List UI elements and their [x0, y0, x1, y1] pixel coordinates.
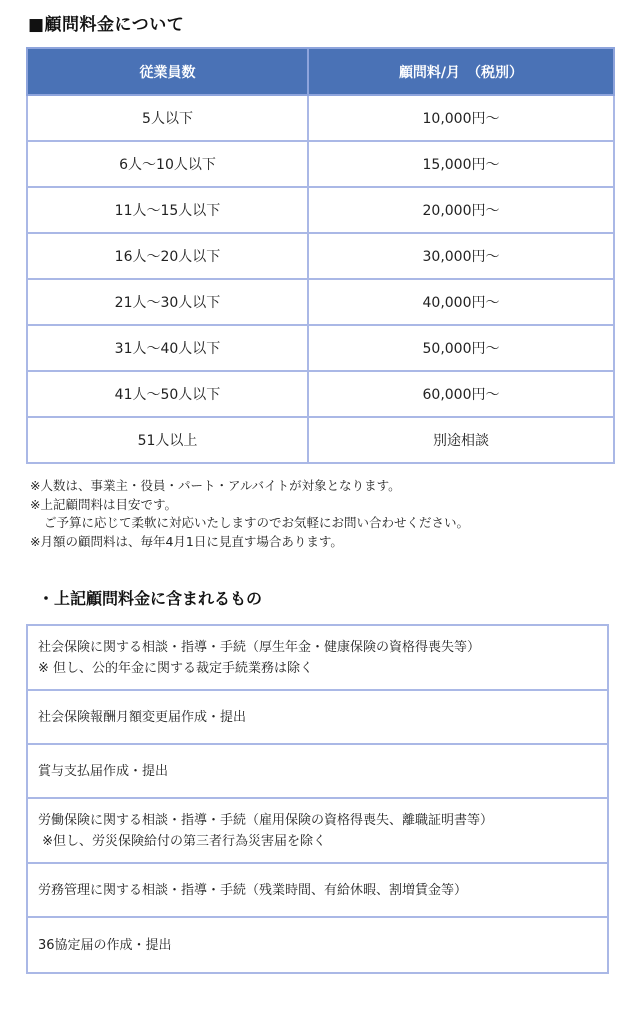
- fee-cell: 別途相談: [308, 417, 614, 463]
- list-item-text: 賞与支払届作成・提出: [38, 763, 169, 779]
- included-services-title: ・上記顧問料金に含まれるもの: [38, 589, 263, 608]
- note-line: ※月額の顧問料は、毎年4月1日に見直す場合あります。: [30, 533, 343, 549]
- list-item-note: ※但し、労災保険給付の第三者行為災害届を除く: [38, 833, 327, 849]
- list-item-text: 36協定届の作成・提出: [38, 937, 172, 953]
- note-line: ※人数は、事業主・役員・パート・アルバイトが対象となります。: [30, 478, 401, 493]
- employee-count-cell: 41人～50人以下: [27, 371, 308, 417]
- page-title: ■顧問料金について: [28, 15, 185, 35]
- employee-count-cell: 5人以下: [27, 95, 308, 141]
- employee-count-cell: 11人～15人以下: [27, 187, 308, 233]
- table-row: [27, 325, 614, 371]
- employee-count-cell: 51人以上: [27, 417, 308, 463]
- list-item: [28, 691, 607, 745]
- fee-cell: 10,000円～: [308, 95, 614, 141]
- list-item: [28, 626, 607, 691]
- fee-cell: 60,000円～: [308, 371, 614, 417]
- table-row: [27, 233, 614, 279]
- included-services-list: [26, 624, 609, 974]
- header-employee-count: 従業員数: [27, 48, 308, 95]
- notes: [30, 477, 620, 551]
- header-monthly-fee: 顧問料/月 （税別）: [308, 48, 614, 95]
- employee-count-cell: 6人～10人以下: [27, 141, 308, 187]
- fee-cell: 20,000円～: [308, 187, 614, 233]
- fee-cell: 15,000円～: [308, 141, 614, 187]
- list-item-text: 労働保険に関する相談・指導・手続（雇用保険の資格得喪失、離職証明書等）: [38, 812, 494, 828]
- table-row: [27, 371, 614, 417]
- table-row: [27, 95, 614, 141]
- fee-table: [26, 47, 615, 464]
- list-item-text: 労務管理に関する相談・指導・手続（残業時間、有給休暇、割増賃金等）: [38, 882, 468, 898]
- table-row: [27, 279, 614, 325]
- list-item: [28, 745, 607, 799]
- fee-cell: 30,000円～: [308, 233, 614, 279]
- table-row: [27, 141, 614, 187]
- list-item: [28, 918, 607, 972]
- list-item-note: ※ 但し、公的年金に関する裁定手続業務は除く: [38, 660, 314, 676]
- note-line: ※上記顧問料は目安です。: [30, 496, 177, 512]
- fee-cell: 40,000円～: [308, 279, 614, 325]
- table-row: [27, 417, 614, 463]
- note-line: ご予算に応じて柔軟に対応いたしますのでお気軽にお問い合わせください。: [44, 515, 470, 530]
- list-item: [28, 799, 607, 864]
- list-item-text: 社会保険報酬月額変更届作成・提出: [38, 709, 247, 725]
- employee-count-cell: 16人～20人以下: [27, 233, 308, 279]
- fee-cell: 50,000円～: [308, 325, 614, 371]
- table-header-row: [27, 48, 614, 95]
- list-item-text: 社会保険に関する相談・指導・手続（厚生年金・健康保険の資格得喪失等）: [38, 639, 481, 655]
- table-row: [27, 187, 614, 233]
- employee-count-cell: 31人～40人以下: [27, 325, 308, 371]
- list-item: [28, 864, 607, 918]
- employee-count-cell: 21人～30人以下: [27, 279, 308, 325]
